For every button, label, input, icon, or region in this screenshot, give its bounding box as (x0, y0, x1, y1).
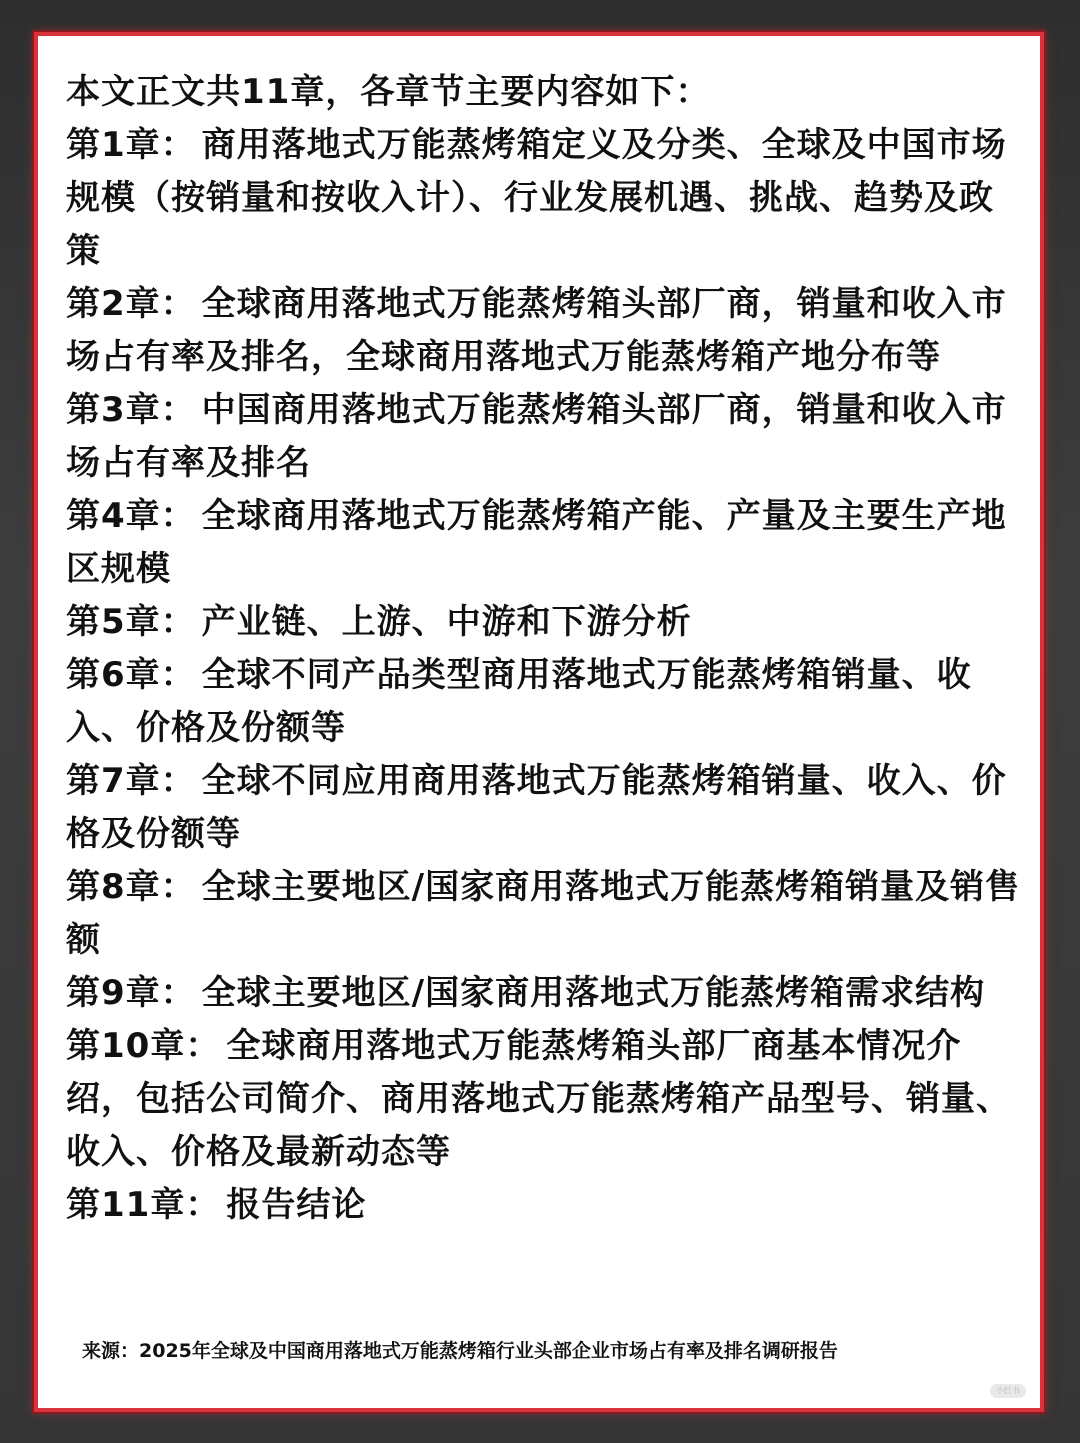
chapter-text: 全球商用落地式万能蒸烤箱头部厂商基本情况介绍，包括公司简介、商用落地式万能蒸烤箱产品型号、销量、收入、价格及最新动态等 (66, 1026, 1011, 1172)
chapter-list (66, 66, 1021, 1232)
chapter-label: 第10章： (66, 1026, 221, 1066)
chapter-label: 第5章： (66, 602, 196, 642)
chapter-text: 全球不同产品类型商用落地式万能蒸烤箱销量、收入、价格及份额等 (66, 655, 972, 748)
chapter-label: 第11章： (66, 1185, 221, 1225)
chapter-label: 第9章： (66, 973, 196, 1013)
chapter-item-8 (66, 861, 1021, 967)
chapter-text: 全球商用落地式万能蒸烤箱头部厂商，销量和收入市场占有率及排名，全球商用落地式万能蒸烤箱产地分布等 (66, 284, 1007, 377)
watermark-logo: 小红书 (990, 1384, 1026, 1398)
chapter-item-4 (66, 490, 1021, 596)
chapter-text: 产业链、上游、中游和下游分析 (201, 602, 692, 642)
chapter-label: 第8章： (66, 867, 196, 907)
chapter-text: 全球商用落地式万能蒸烤箱产能、产量及主要生产地区规模 (66, 496, 1007, 589)
content-card (34, 32, 1044, 1412)
chapter-item-9 (66, 967, 1021, 1020)
intro-text: 本文正文共11章，各章节主要内容如下： (66, 72, 711, 112)
chapter-item-7 (66, 755, 1021, 861)
chapter-text: 全球主要地区/国家商用落地式万能蒸烤箱销量及销售额 (66, 867, 1021, 960)
chapter-label: 第1章： (66, 125, 196, 165)
source-citation: 来源：2025年全球及中国商用落地式万能蒸烤箱行业头部企业市场占有率及排名调研报告 (82, 1340, 838, 1362)
chapter-text: 商用落地式万能蒸烤箱定义及分类、全球及中国市场规模（按销量和按收入计）、行业发展机遇、挑战、趋势及政策 (66, 125, 1007, 271)
chapter-label: 第7章： (66, 761, 196, 801)
chapter-text: 中国商用落地式万能蒸烤箱头部厂商，销量和收入市场占有率及排名 (66, 390, 1007, 483)
chapter-item-5 (66, 596, 1021, 649)
chapter-item-11 (66, 1179, 1021, 1232)
chapter-text: 报告结论 (226, 1185, 367, 1225)
chapter-item-2 (66, 278, 1021, 384)
chapter-label: 第2章： (66, 284, 196, 324)
chapter-label: 第6章： (66, 655, 196, 695)
chapter-item-10 (66, 1020, 1021, 1179)
chapter-item-1 (66, 119, 1021, 278)
chapter-text: 全球不同应用商用落地式万能蒸烤箱销量、收入、价格及份额等 (66, 761, 1007, 854)
chapter-label: 第4章： (66, 496, 196, 536)
chapter-item-6 (66, 649, 1021, 755)
chapter-item-3 (66, 384, 1021, 490)
chapter-label: 第3章： (66, 390, 196, 430)
chapter-text: 全球主要地区/国家商用落地式万能蒸烤箱需求结构 (201, 973, 986, 1013)
